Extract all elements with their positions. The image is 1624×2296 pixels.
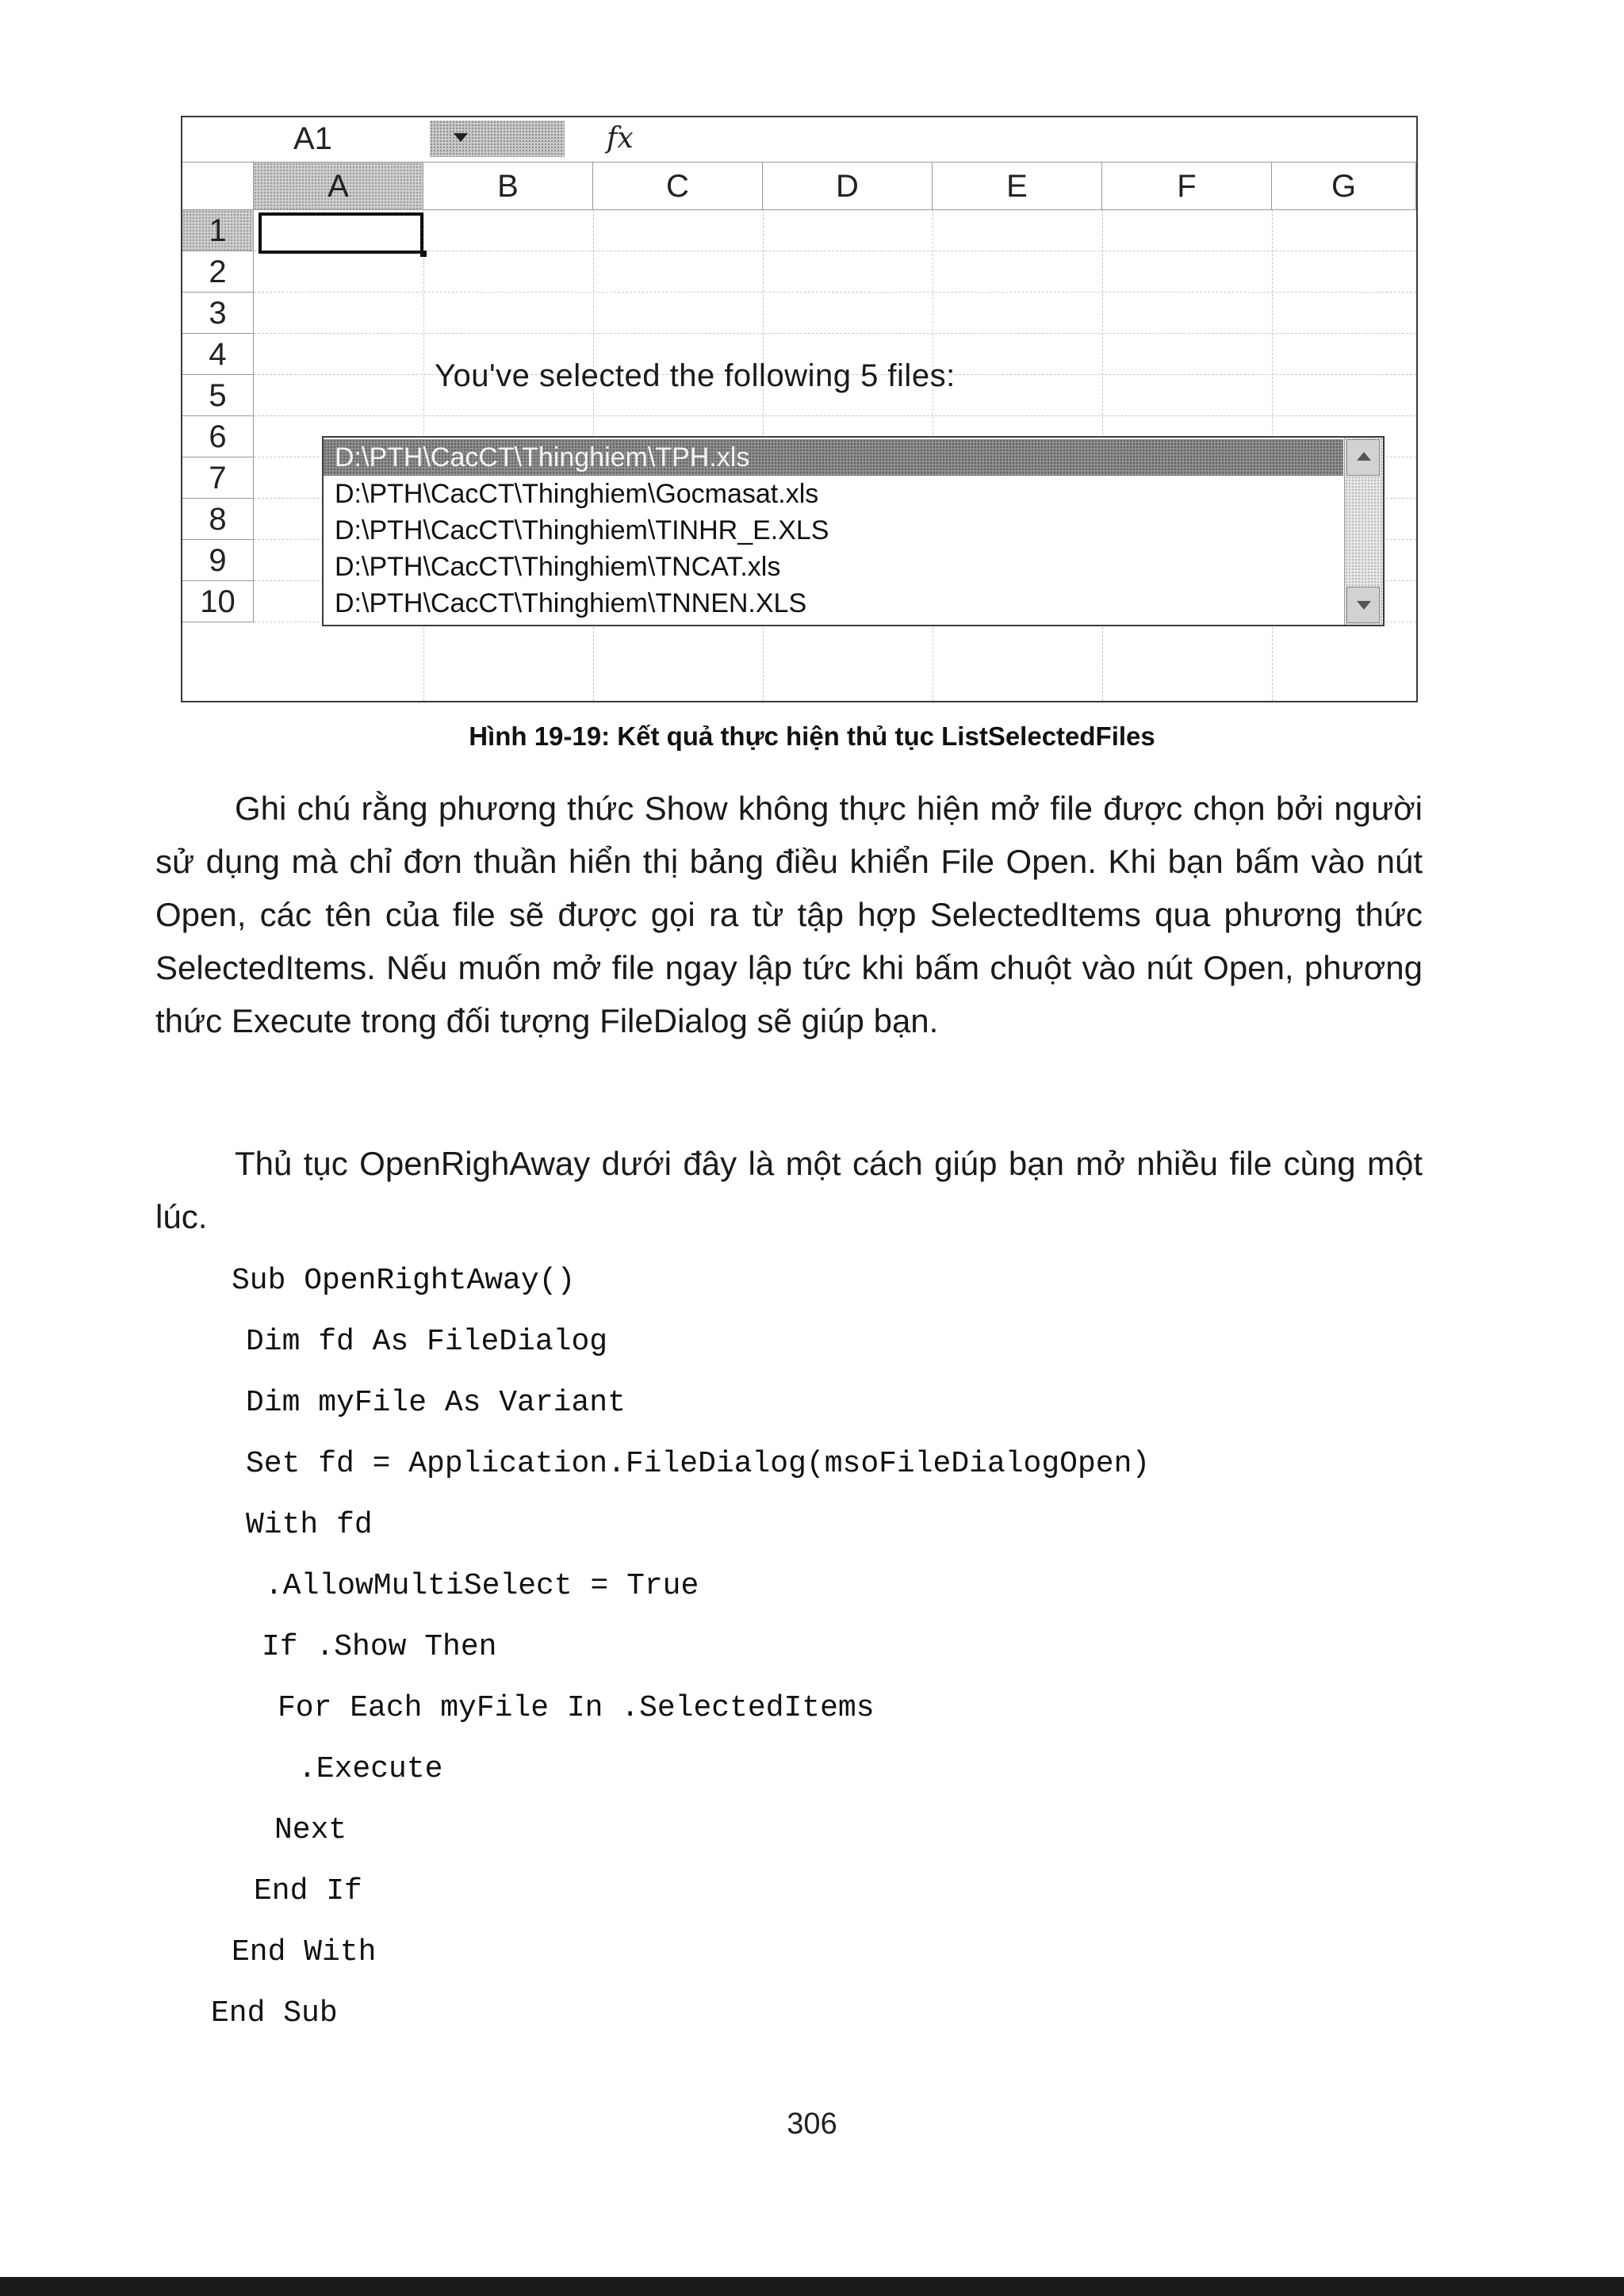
column-header-a[interactable]: A [254,163,423,210]
formula-bar [182,117,1416,163]
row-header-2[interactable]: 2 [182,251,254,293]
body-paragraph: Thủ tục OpenRighAway dưới đây là một cách giúp bạn mở nhiều file cùng một lúc. [155,1145,1423,1235]
row-header-1[interactable]: 1 [182,210,254,251]
function-icon[interactable]: fx [607,122,634,155]
list-item[interactable]: D:\PTH\CacCT\Thinghiem\TNCAT.xls [335,552,781,582]
active-cell-a1[interactable] [259,212,423,254]
name-box[interactable]: A1 [293,121,332,156]
chevron-down-icon [454,133,468,142]
code-line: Next [274,1813,347,1847]
code-line: Sub OpenRightAway() [232,1264,576,1298]
code-line: End If [254,1874,362,1908]
figure-caption: Hình 19-19: Kết quả thực hiện thủ tục ListSelectedFiles [469,721,1155,751]
code-line: Dim myFile As Variant [246,1386,626,1420]
row-header-8[interactable]: 8 [182,499,254,540]
gridline [254,333,1416,334]
page-number: 306 [787,2107,837,2141]
row-header-4[interactable]: 4 [182,334,254,375]
column-header-c[interactable]: C [593,163,763,210]
scan-border [0,2277,1624,2296]
row-header-7[interactable]: 7 [182,457,254,499]
column-header-f[interactable]: F [1102,163,1272,210]
chevron-down-icon [1357,601,1371,610]
selected-files-listbox[interactable] [322,436,1385,626]
row-header-10[interactable]: 10 [182,581,254,622]
code-line: For Each myFile In .SelectedItems [278,1691,875,1725]
gridline [254,292,1416,293]
code-line: End Sub [211,1996,338,2030]
code-line: Dim fd As FileDialog [246,1325,608,1359]
body-paragraph: Ghi chú rằng phương thức Show không thực hiện mở file được chọn bởi người sử dụng mà chỉ đơn thuần hiển thị bảng điều khiển File Open. Khi bạn bấm vào nút Open, các tên của file sẽ được gọi ra từ tập hợp SelectedItems qua phương thức SelectedItems. Nếu muốn mở file ngay lập tức khi bấm chuột vào nút Open, phương thức Execute trong đối tượng FileDialog sẽ giúp bạn. [155,790,1423,1039]
spreadsheet-figure [181,116,1418,702]
column-header-d[interactable]: D [763,163,933,210]
chevron-up-icon [1357,452,1371,461]
column-header-b[interactable]: B [423,163,593,210]
listbox-scrollbar[interactable] [1344,438,1383,625]
list-item[interactable]: D:\PTH\CacCT\Thinghiem\TINHR_E.XLS [335,515,829,545]
row-header-3[interactable]: 3 [182,293,254,334]
cell-b4-message[interactable]: You've selected the following 5 files: [435,358,956,393]
row-header-6[interactable]: 6 [182,416,254,457]
name-box-dropdown[interactable] [430,121,565,157]
scroll-up-button[interactable] [1346,439,1380,476]
code-line: .AllowMultiSelect = True [265,1569,699,1603]
code-line: .Execute [298,1752,443,1786]
list-item[interactable]: D:\PTH\CacCT\Thinghiem\Gocmasat.xls [335,479,819,509]
list-item[interactable]: D:\PTH\CacCT\Thinghiem\TNNEN.XLS [335,588,807,618]
code-line: If .Show Then [262,1630,497,1664]
select-all-corner[interactable] [182,163,254,210]
gridline [254,415,1416,416]
row-header-5[interactable]: 5 [182,375,254,416]
list-item-selected[interactable]: D:\PTH\CacCT\Thinghiem\TPH.xls [324,439,1343,476]
column-header-g[interactable]: G [1272,163,1416,210]
column-header-e[interactable]: E [933,163,1102,210]
code-line: With fd [246,1508,373,1542]
code-line: Set fd = Application.FileDialog(msoFileDialogOpen) [246,1447,1151,1481]
row-header-9[interactable]: 9 [182,540,254,581]
scroll-down-button[interactable] [1346,587,1380,623]
fill-handle[interactable] [420,251,427,257]
code-line: End With [232,1935,377,1969]
